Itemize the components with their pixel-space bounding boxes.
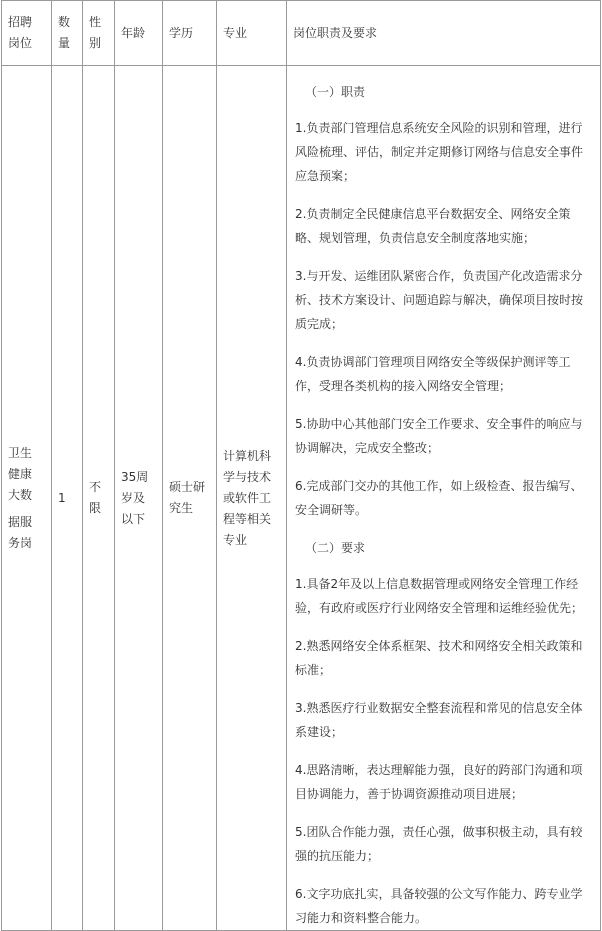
cell-position-line: 务岗 bbox=[8, 535, 33, 550]
header-count-line: 量 bbox=[58, 36, 71, 50]
cell-major-line: 程等相关 bbox=[223, 511, 272, 526]
duty-item: 1.负责部门管理信息系统安全风险的识别和管理，进行风险梳理、评估，制定并定期修订网络与信息安全事件应急预案； bbox=[295, 121, 584, 183]
header-position-line: 招聘 bbox=[8, 15, 33, 29]
cell-major bbox=[217, 66, 287, 931]
duty-item: 3.与开发、运维团队紧密合作，负责国产化改造需求分析、技术方案设计、问题追踪与解决，确保项目按时按质完成； bbox=[295, 269, 584, 331]
duty-item: 2.负责制定全民健康信息平台数据安全、网络安全策略、规划管理，负责信息安全制度落地实施； bbox=[295, 207, 571, 245]
cell-gender-line: 不 bbox=[89, 480, 102, 494]
header-position-line: 岗位 bbox=[8, 36, 33, 50]
header-gender-line: 性 bbox=[89, 15, 102, 29]
requirement-item: 3.熟悉医疗行业数据安全整套流程和常见的信息安全体系建设； bbox=[295, 701, 583, 739]
cell-gender bbox=[83, 66, 115, 931]
requirement-item: 6.文字功底扎实，具备较强的公文写作能力、跨专业学习能力和资料整合能力。 bbox=[295, 887, 583, 925]
requirement-item: 2.熟悉网络安全体系框架、技术和网络安全相关政策和标准； bbox=[295, 639, 583, 677]
cell-age-line: 岁及 bbox=[121, 490, 146, 505]
cell-position-line: 据服 bbox=[8, 514, 33, 529]
requirement-item: 5.团队合作能力强，责任心强，做事积极主动，具有较强的抗压能力； bbox=[295, 825, 583, 863]
cell-position-line: 健康 bbox=[8, 466, 33, 481]
cell-duties bbox=[287, 66, 601, 931]
cell-major-line: 或软件工 bbox=[223, 490, 272, 505]
cell-education-line: 究生 bbox=[169, 501, 194, 515]
duty-item: 6.完成部门交办的其他工作，如上级检查、报告编写、安全调研等。 bbox=[295, 479, 583, 517]
header-position bbox=[2, 1, 52, 66]
requirement-item: 1.具备2年及以上信息数据管理或网络安全管理工作经验，有政府或医疗行业网络安全管理和运维经验优先； bbox=[295, 577, 584, 615]
header-gender bbox=[83, 1, 115, 66]
duty-item: 4.负责协调部门管理项目网络安全等级保护测评等工作，受理各类机构的接入网络安全管理； bbox=[295, 355, 571, 393]
cell-gender-line: 限 bbox=[89, 501, 102, 515]
recruitment-table bbox=[1, 0, 601, 931]
cell-education-line: 硕士研 bbox=[169, 480, 206, 494]
header-education: 学历 bbox=[163, 1, 217, 66]
cell-age-line: 35周 bbox=[121, 469, 149, 484]
duty-item: 5.协助中心其他部门安全工作要求、安全事件的响应与协调解决，完成安全整改； bbox=[295, 417, 583, 455]
header-row bbox=[2, 1, 601, 66]
cell-major-line: 专业 bbox=[223, 532, 248, 547]
cell-position bbox=[2, 66, 52, 931]
table-row bbox=[2, 66, 601, 931]
cell-count: 1 bbox=[52, 66, 83, 931]
header-major: 专业 bbox=[217, 1, 287, 66]
header-age: 年龄 bbox=[115, 1, 163, 66]
cell-age-line: 以下 bbox=[121, 511, 146, 526]
header-count bbox=[52, 1, 83, 66]
header-count-line: 数 bbox=[58, 15, 71, 29]
cell-major-line: 学与技术 bbox=[223, 469, 272, 484]
cell-major-line: 计算机科 bbox=[223, 448, 272, 463]
cell-position-line: 大数 bbox=[8, 487, 33, 502]
cell-education bbox=[163, 66, 217, 931]
cell-position-line: 卫生 bbox=[8, 445, 33, 460]
requirement-item: 4.思路清晰，表达理解能力强，良好的跨部门沟通和项目协调能力，善于协调资源推动项目进展； bbox=[295, 763, 583, 801]
header-gender-line: 别 bbox=[89, 36, 102, 50]
cell-age bbox=[115, 66, 163, 931]
duties-title: （一）职责 bbox=[305, 85, 366, 99]
requirements-title: （二）要求 bbox=[305, 541, 366, 555]
header-duties: 岗位职责及要求 bbox=[287, 1, 601, 66]
